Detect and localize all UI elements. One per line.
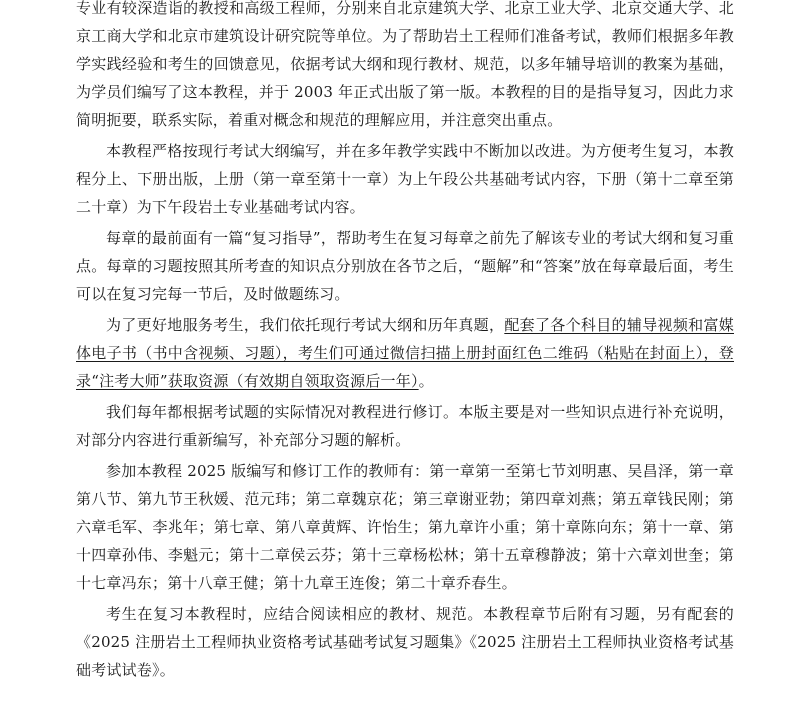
paragraph-contributors: 参加本教程 2025 版编写和修订工作的教师有：第一章第一至第七节刘明惠、吴昌泽，第一章第八节、第九节王秋媛、范元玮；第二章魏京花；第三章谢亚勃；第四章刘燕；第五章钱民刚；第六章毛军、李兆年；第七章、第八章黄辉、许怡生；第九章许小重；第十章陈向东；第十一章、第十四章孙伟、李魁元；第十二章侯云芬；第十三章杨松林；第十五章穆静波；第十六章刘世奎；第十七章冯东；第十八章王健；第十九章王连俊；第二十章乔春生。 [76, 462, 734, 592]
paragraph-companion-books: 考生在复习本教程时，应结合阅读相应的教材、规范。本教程章节后附有习题，另有配套的《2025 注册岩土工程师执业资格考试基础考试复习题集》《2025 注册岩土工程师执业资格考试基础考试试卷》。 [76, 605, 734, 679]
paragraph-revision-note: 我们每年都根据考试题的实际情况对教程进行修订。本版主要是对一些知识点进行补充说明，对部分内容进行重新编写，补充部分习题的解析。 [76, 403, 734, 449]
paragraph-review-guide: 每章的最前面有一篇“复习指导”，帮助考生在复习每章之前先了解该专业的考试大纲和复习重点。每章的习题按照其所考查的知识点分别放在各节之后，“题解”和“答案”放在每章最后面，考生可以在复习完每一节后，及时做题练习。 [76, 229, 734, 303]
resources-underlined-text: 配套了各个科目的辅导视频和富媒体电子书（书中含视频、习题），考生们可通过微信扫描上册封面红色二维码（粘贴在封面上），登录“注考大师”获取资源（有效期自领取资源后一年） [76, 316, 734, 390]
resources-intro-text: 为了更好地服务考生，我们依托现行考试大纲和历年真题， [106, 316, 505, 334]
paragraph-authors-background: 专业有较深造诣的教授和高级工程师，分别来自北京建筑大学、北京工业大学、北京交通大学、北京工商大学和北京市建筑设计研究院等单位。为了帮助岩土工程师们准备考试，教师们根据多年教学实践经验和考生的回馈意见，依据考试大纲和现行教材、规范，以多年辅导培训的教案为基础，为学员们编写了这本教程，并于 2003 年正式出版了第一版。本教程的目的是指导复习，因此力求简明扼要，联系实际，着重对概念和规范的理解应用，并注意突出重点。 [76, 0, 734, 129]
resources-end-text: 。 [418, 372, 434, 390]
preface-text [76, 0, 734, 684]
paragraph-digital-resources [76, 311, 734, 395]
paragraph-structure: 本教程严格按现行考试大纲编写，并在多年教学实践中不断加以改进。为方便考生复习，本教程分上、下册出版，上册（第一章至第十一章）为上午段公共基础考试内容，下册（第十二章至第二十章）为下午段岩土专业基础考试内容。 [76, 142, 734, 216]
